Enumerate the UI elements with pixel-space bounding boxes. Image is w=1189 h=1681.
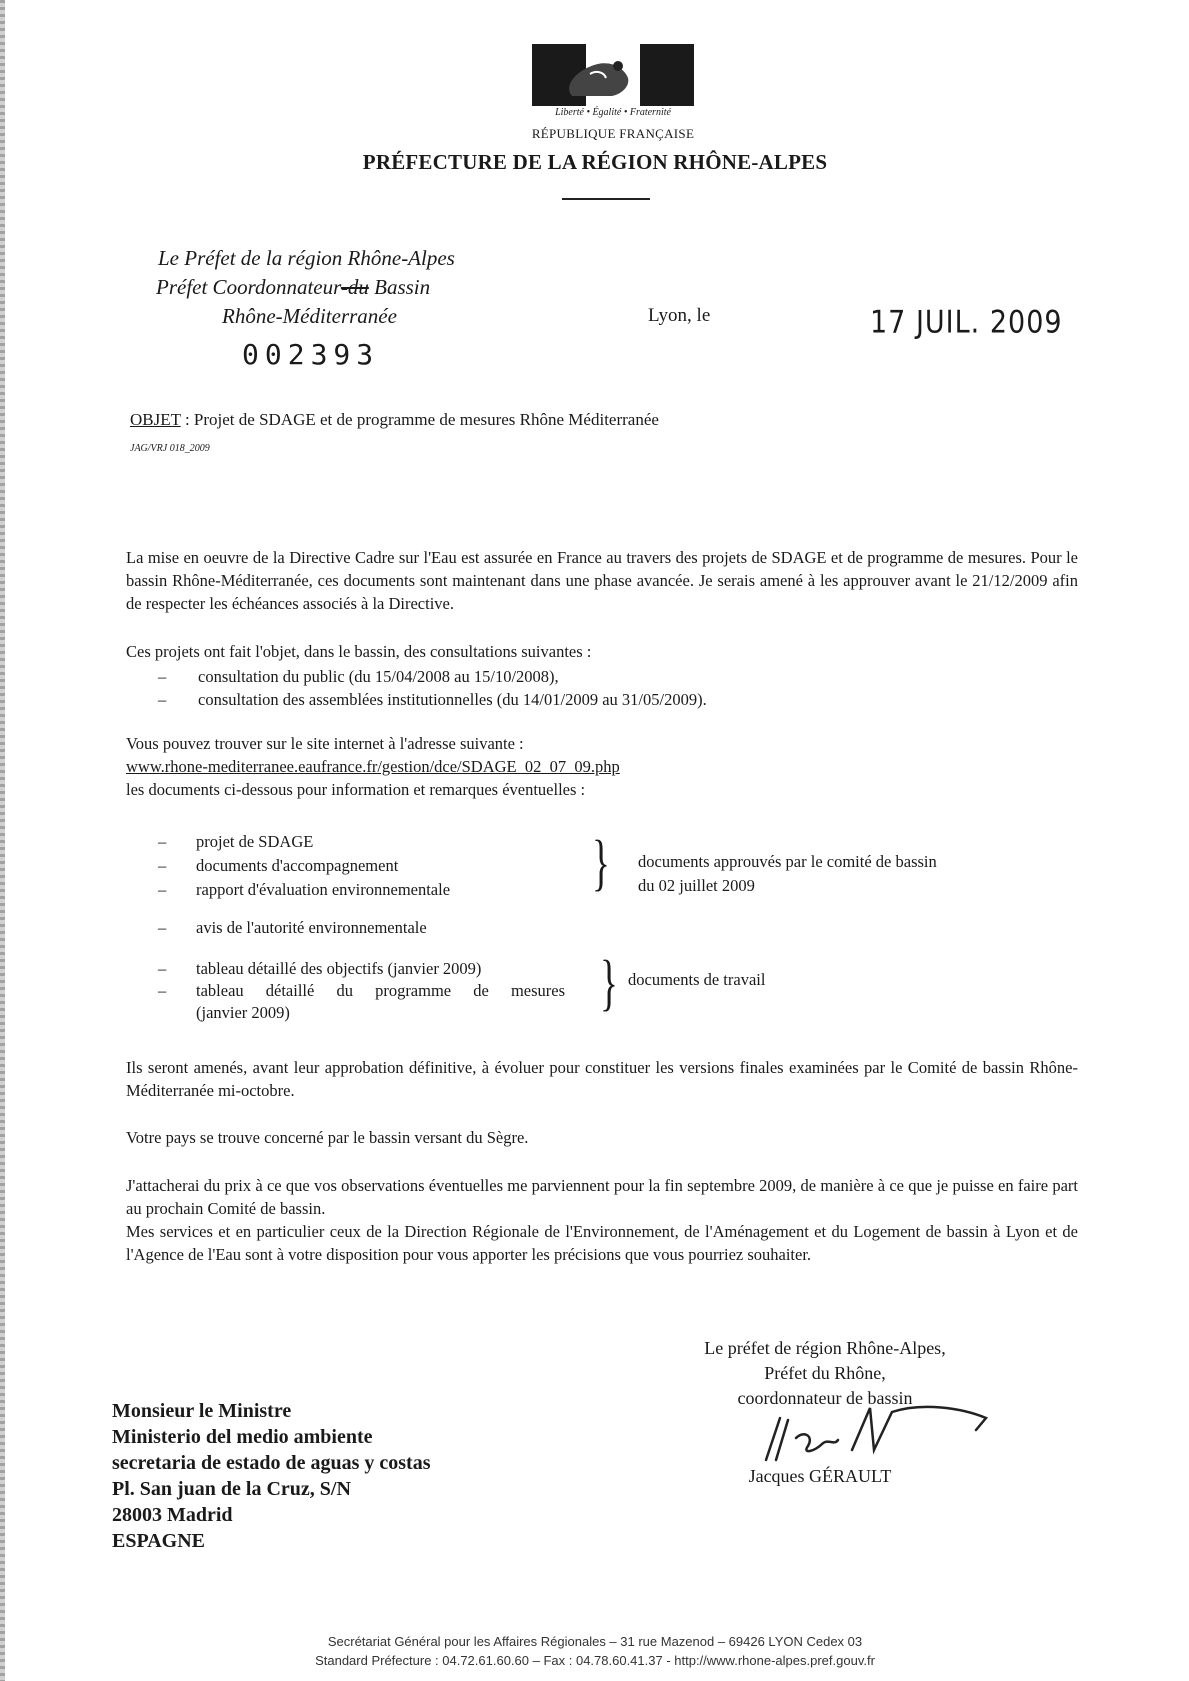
- paragraph-2: [126, 640, 1078, 711]
- document-item: tableau détaillé des objectifs (janvier 2009): [196, 959, 482, 978]
- object-label: OBJET: [130, 410, 181, 429]
- sender-line-2a: Préfet Coordonnateur: [156, 275, 341, 299]
- website-intro: Vous pouvez trouver sur le site internet à l'adresse suivante :: [126, 734, 524, 753]
- note-line-1: documents approuvés par le comité de bassin: [638, 852, 937, 871]
- note-line-2: du 02 juillet 2009: [638, 876, 755, 895]
- document-item: projet de SDAGE: [196, 832, 314, 851]
- registration-number: 002393: [242, 338, 380, 371]
- paragraph-5: Votre pays se trouve concerné par le bassin versant du Sègre.: [126, 1128, 529, 1147]
- recipient-line: Monsieur le Ministre: [112, 1400, 292, 1422]
- recipient-line: Pl. San juan de la Cruz, S/N: [112, 1478, 351, 1500]
- sender-line-1: Le Préfet de la région Rhône-Alpes: [158, 246, 455, 270]
- place-label: Lyon, le: [648, 305, 711, 326]
- documents-list-2: [158, 958, 598, 1024]
- footer-address: Secrétariat Général pour les Affaires Régionales – 31 rue Mazenod – 69426 LYON Cedex 03: [327, 1634, 863, 1649]
- object-line: [130, 410, 659, 430]
- paragraph-6: J'attacherai du prix à ce que vos observations éventuelles me parviennent pour la fin septembre 2009, de manière à ce que je puisse en faire part au prochain Comité de bassin.: [126, 1176, 1078, 1218]
- list-item: [158, 830, 558, 854]
- list-item: [158, 688, 1078, 711]
- sender-line-3: Rhône-Méditerranée: [222, 304, 397, 328]
- document-item: [196, 980, 565, 1024]
- sender-line-2: [150, 273, 550, 302]
- dash-bullet: –: [158, 880, 167, 899]
- list-item: [158, 958, 598, 980]
- recipient-line: 28003 Madrid: [112, 1504, 233, 1526]
- paragraph-7: Mes services et en particulier ceux de la Direction Régionale de l'Environnement, de l'Aménagement et du Logement de bassin à Lyon et de l'Agence de l'Eau sont à votre disposition pour vous apporter les précisions que vous pourriez souhaiter.: [126, 1222, 1078, 1264]
- dash-bullet: –: [158, 856, 167, 875]
- recipient-line: secretaria de estado de aguas y costas: [112, 1452, 431, 1474]
- documents-group-2: [158, 958, 598, 1024]
- footer-contact: Standard Préfecture : 04.72.61.60.60 – Fax : 04.78.60.41.37 - http://www.rhone-alpes.pref.gouv.fr: [315, 1653, 875, 1668]
- document-item: documents d'accompagnement: [196, 856, 399, 875]
- document-item-line-2: (janvier 2009): [196, 1003, 290, 1022]
- list-item: [158, 854, 558, 878]
- paragraph-6-7: [126, 1174, 1078, 1266]
- signature-title-1: Le préfet de région Rhône-Alpes,: [704, 1338, 946, 1358]
- documents-list-1: [158, 830, 558, 902]
- avis-item: [158, 918, 427, 938]
- list-item: [158, 878, 558, 902]
- consultation-item: consultation du public (du 15/04/2008 au 15/10/2008),: [198, 667, 559, 686]
- footer: [120, 1632, 1070, 1670]
- sender-struck-text: -du: [340, 275, 369, 299]
- dash-bullet: –: [158, 918, 167, 937]
- paragraph-3: [126, 732, 1078, 801]
- documents-group-1: [158, 830, 558, 902]
- marianne-logo: [532, 44, 694, 106]
- documents-group-2-note: documents de travail: [628, 970, 766, 989]
- republic-name: RÉPUBLIQUE FRANÇAISE: [531, 126, 695, 141]
- dash-bullet: –: [158, 690, 167, 709]
- sender-block: [150, 244, 550, 331]
- prefecture-title: PRÉFECTURE DE LA RÉGION RHÔNE-ALPES: [362, 150, 828, 174]
- dash-bullet: –: [158, 832, 167, 851]
- consultations-list: [158, 665, 1078, 711]
- handwritten-signature: [752, 1400, 992, 1464]
- avis-text: avis de l'autorité environnementale: [196, 918, 427, 937]
- document-item-line-1: tableau détaillé du programme de mesures: [196, 981, 566, 1000]
- recipient-line: ESPAGNE: [112, 1530, 205, 1552]
- brace: }: [600, 949, 618, 1017]
- dash-bullet: –: [158, 667, 167, 686]
- documents-group-1-note: [638, 850, 937, 898]
- list-item: [158, 665, 1078, 688]
- recipient-address: [112, 1398, 430, 1554]
- dash-bullet: –: [158, 959, 167, 978]
- reference-code: JAG/VRJ 018_2009: [130, 443, 210, 454]
- object-text: : Projet de SDAGE et de programme de mesures Rhône Méditerranée: [180, 410, 659, 429]
- dash-bullet: –: [158, 981, 167, 1000]
- list-item: [158, 980, 598, 1024]
- paragraph-1: La mise en oeuvre de la Directive Cadre sur l'Eau est assurée en France au travers des projets de SDAGE et de programme de mesures. Pour le bassin Rhône-Méditerranée, ces documents sont maintenant dans une phase avancée. Je serais amené à les approuver avant le 21/12/2009 afin de respecter les échéances associés à la Directive.: [126, 548, 1078, 613]
- sender-line-2b: Bassin: [368, 275, 431, 299]
- paragraph-4: Ils seront amenés, avant leur approbation définitive, à évoluer pour constituer les versions finales examinées par le Comité de bassin Rhône-Méditerranée mi-octobre.: [126, 1058, 1078, 1100]
- website-link[interactable]: www.rhone-mediterranee.eaufrance.fr/gestion/dce/SDAGE_02_07_09.php: [126, 757, 620, 776]
- header-divider: [562, 198, 650, 200]
- documents-intro: les documents ci-dessous pour information et remarques éventuelles :: [126, 780, 586, 799]
- signatory-name: Jacques GÉRAULT: [748, 1466, 892, 1486]
- republic-motto: Liberté • Égalité • Fraternité: [555, 107, 671, 118]
- document-item: rapport d'évaluation environnementale: [196, 880, 451, 899]
- consultations-intro: Ces projets ont fait l'objet, dans le bassin, des consultations suivantes :: [126, 642, 592, 661]
- date-stamp: 17 JUIL. 2009: [870, 305, 1063, 341]
- scan-edge: [0, 0, 5, 1681]
- recipient-line: Ministerio del medio ambiente: [112, 1426, 373, 1448]
- signature-title-2: Préfet du Rhône,: [764, 1363, 886, 1383]
- consultation-item: consultation des assemblées institutionnelles (du 14/01/2009 au 31/05/2009).: [198, 690, 707, 709]
- brace: }: [592, 829, 610, 897]
- signature-title-3: coordonnateur de bassin: [737, 1388, 913, 1408]
